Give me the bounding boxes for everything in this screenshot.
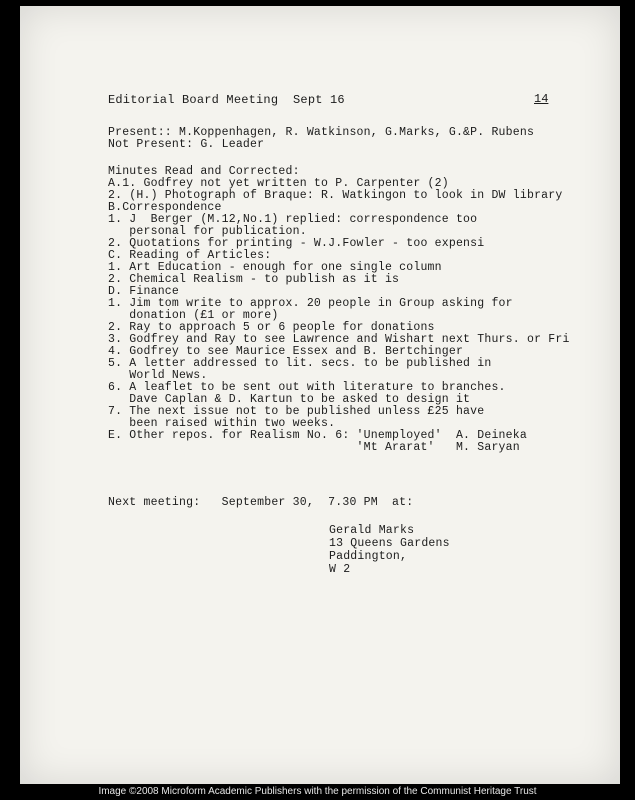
document-page xyxy=(20,6,620,784)
next-meeting-line: Next meeting: September 30, 7.30 PM at: xyxy=(108,496,414,509)
minutes-line: 2. Ray to approach 5 or 6 people for donations xyxy=(108,321,435,334)
minutes-line: 6. A leaflet to be sent out with literature to branches. xyxy=(108,381,506,394)
minutes-line: 1. Art Education - enough for one single column xyxy=(108,261,442,274)
minutes-line: Minutes Read and Corrected: xyxy=(108,165,300,178)
not-present-line: Not Present: G. Leader xyxy=(108,138,265,151)
address-line: Paddington, xyxy=(329,550,408,563)
minutes-line: E. Other repos. for Realism No. 6: 'Unemployed' A. Deineka xyxy=(108,429,527,442)
minutes-line: 7. The next issue not to be published unless £25 have xyxy=(108,405,485,418)
minutes-line: donation (£1 or more) xyxy=(108,309,279,322)
minutes-line: 2. (H.) Photograph of Braque: R. Watkingon to look in DW library xyxy=(108,189,563,202)
address-line: 13 Queens Gardens xyxy=(329,537,450,550)
minutes-line: C. Reading of Articles: xyxy=(108,249,272,262)
minutes-line: 3. Godfrey and Ray to see Lawrence and Wishart next Thurs. or Fri xyxy=(108,333,570,346)
minutes-line: B.Correspondence xyxy=(108,201,222,214)
present-line: Present:: M.Koppenhagen, R. Watkinson, G.Marks, G.&P. Rubens xyxy=(108,126,535,139)
minutes-line: 4. Godfrey to see Maurice Essex and B. Bertchinger xyxy=(108,345,464,358)
meeting-heading: Editorial Board Meeting Sept 16 xyxy=(108,93,345,107)
minutes-line: D. Finance xyxy=(108,285,180,298)
address-line: Gerald Marks xyxy=(329,524,415,537)
minutes-line: World News. xyxy=(108,369,208,382)
minutes-line: Dave Caplan & D. Kartun to be asked to design it xyxy=(108,393,471,406)
minutes-line: 2. Quotations for printing - W.J.Fowler - too expensi xyxy=(108,237,485,250)
minutes-line: personal for publication. xyxy=(108,225,307,238)
page-number: 14 xyxy=(534,92,549,106)
minutes-line: 1. Jim tom write to approx. 20 people in Group asking for xyxy=(108,297,513,310)
minutes-line: 1. J Berger (M.12,No.1) replied: correspondence too xyxy=(108,213,478,226)
minutes-line: 2. Chemical Realism - to publish as it is xyxy=(108,273,400,286)
minutes-line: been raised within two weeks. xyxy=(108,417,336,430)
minutes-line: A.1. Godfrey not yet written to P. Carpenter (2) xyxy=(108,177,449,190)
image-credit: Image ©2008 Microform Academic Publishers with the permission of the Communist Heritage Trust xyxy=(98,786,537,797)
minutes-line: 5. A letter addressed to lit. secs. to be published in xyxy=(108,357,492,370)
minutes-line: 'Mt Ararat' M. Saryan xyxy=(108,441,520,454)
address-line: W 2 xyxy=(329,563,351,576)
